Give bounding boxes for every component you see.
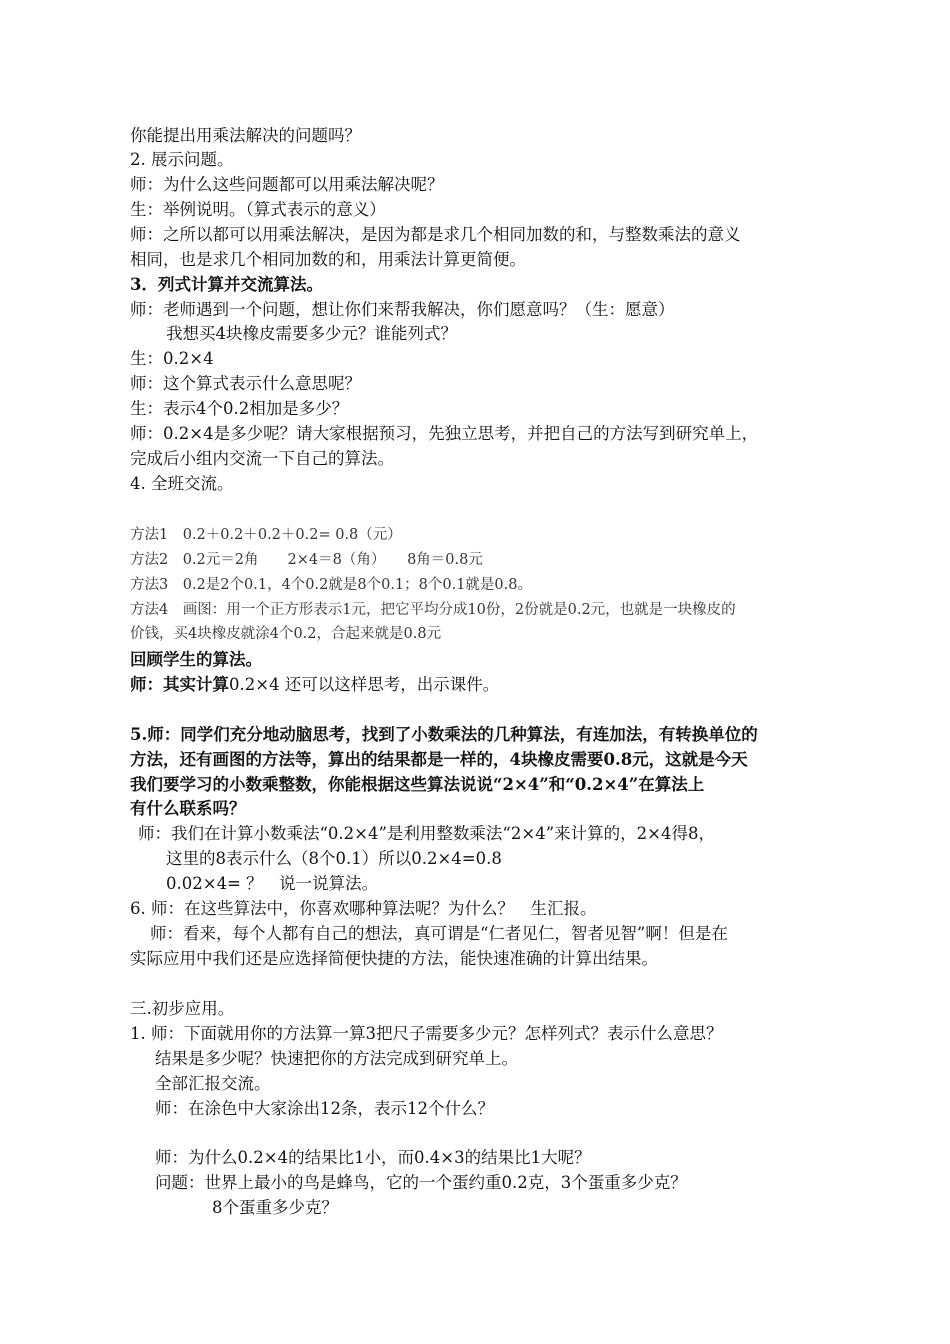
text-line: 1. 师：下面就用你的方法算一算3把尺子需要多少元？怎样列式？表示什么意思？ bbox=[130, 1024, 723, 1043]
text-line: 6. 师：在这些算法中，你喜欢哪种算法呢？为什么？ 生汇报。 bbox=[130, 899, 597, 918]
method-3: 方法3 0.2是2个0.1，4个0.2就是8个0.1；8个0.1就是0.8。 bbox=[130, 577, 532, 593]
method-1: 方法1 0.2＋0.2＋0.2＋0.2= 0.8（元） bbox=[130, 527, 402, 543]
text-line: 0.02×4= ？ 说一说算法。 bbox=[166, 874, 379, 893]
text-line-bold: 5.师：同学们充分地动脑思考，找到了小数乘法的几种算法，有连加法，有转换单位的 bbox=[130, 725, 758, 744]
text-line: 相同，也是求几个相同加数的和，用乘法计算更简便。 bbox=[130, 250, 526, 269]
text-line: 2. 展示问题。 bbox=[130, 150, 234, 169]
method-2: 方法2 0.2元＝2角 2×4＝8（角） 8角＝0.8元 bbox=[130, 552, 483, 568]
text-line: 师：我们在计算小数乘法“0.2×4”是利用整数乘法“2×4”来计算的，2×4得8， bbox=[138, 824, 715, 843]
text-line-bold: 有什么联系吗？ bbox=[130, 799, 246, 818]
section-heading: 三.初步应用。 bbox=[130, 999, 235, 1018]
text-line: 问题：世界上最小的鸟是蜂鸟，它的一个蛋约重0.2克，3个蛋重多少克？ bbox=[155, 1173, 687, 1192]
method-4-cont: 价钱，买4块橡皮就涂4个0.2，合起来就是0.8元 bbox=[130, 626, 442, 642]
text-line: 师：这个算式表示什么意思呢？ bbox=[130, 374, 361, 393]
text-line: 这里的8表示什么（8个0.1）所以0.2×4=0.8 bbox=[166, 849, 502, 868]
bold-prefix: 师：其实计算 bbox=[130, 675, 229, 694]
text-line: 师：为什么0.2×4的结果比1小，而0.4×3的结果比1大呢？ bbox=[155, 1148, 591, 1167]
text-line: 生：0.2×4 bbox=[130, 349, 214, 368]
text-line: 结果是多少呢？快速把你的方法完成到研究单上。 bbox=[155, 1049, 518, 1068]
text-line-bold: 我们要学习的小数乘整数，你能根据这些算法说说“2×4”和“0.2×4”在算法上 bbox=[130, 775, 705, 794]
text-line bbox=[130, 673, 499, 697]
text-line: 师：老师遇到一个问题，想让你们来帮我解决，你们愿意吗？（生：愿意） bbox=[130, 300, 675, 319]
text-line: 师：在涂色中大家涂出12条，表示12个什么？ bbox=[155, 1099, 494, 1118]
text-suffix: 0.2×4 还可以这样思考，出示课件。 bbox=[229, 675, 500, 694]
text-line: 全部汇报交流。 bbox=[155, 1074, 271, 1093]
text-line-bold: 方法，还有画图的方法等，算出的结果都是一样的，4块橡皮需要0.8元，这就是今天 bbox=[130, 750, 748, 769]
text-line: 师：为什么这些问题都可以用乘法解决呢？ bbox=[130, 175, 444, 194]
text-line: 生：举例说明。（算式表示的意义） bbox=[130, 200, 386, 219]
text-line: 生：表示4个0.2相加是多少？ bbox=[130, 399, 349, 418]
section-heading: 3．列式计算并交流算法。 bbox=[130, 275, 323, 294]
text-line: 4. 全班交流。 bbox=[130, 474, 234, 493]
text-line: 实际应用中我们还是应选择简便快捷的方法，能快速准确的计算出结果。 bbox=[130, 949, 658, 968]
text-line: 师：看来，每个人都有自己的想法，真可谓是“仁者见仁，智者见智”啊！但是在 bbox=[150, 924, 728, 943]
text-line: 8个蛋重多少克？ bbox=[212, 1198, 338, 1217]
review-heading: 回顾学生的算法。 bbox=[130, 650, 262, 669]
text-line: 师：之所以都可以用乘法解决，是因为都是求几个相同加数的和，与整数乘法的意义 bbox=[130, 225, 741, 244]
text-line: 你能提出用乘法解决的问题吗？ bbox=[130, 126, 361, 145]
text-line: 完成后小组内交流一下自己的算法。 bbox=[130, 449, 394, 468]
text-line: 我想买4块橡皮需要多少元？谁能列式？ bbox=[166, 324, 457, 343]
text-line: 师：0.2×4是多少呢？请大家根据预习，先独立思考，并把自己的方法写到研究单上， bbox=[130, 424, 759, 443]
method-4: 方法4 画图：用一个正方形表示1元，把它平均分成10份，2份就是0.2元，也就是一块橡皮的 bbox=[130, 602, 736, 618]
